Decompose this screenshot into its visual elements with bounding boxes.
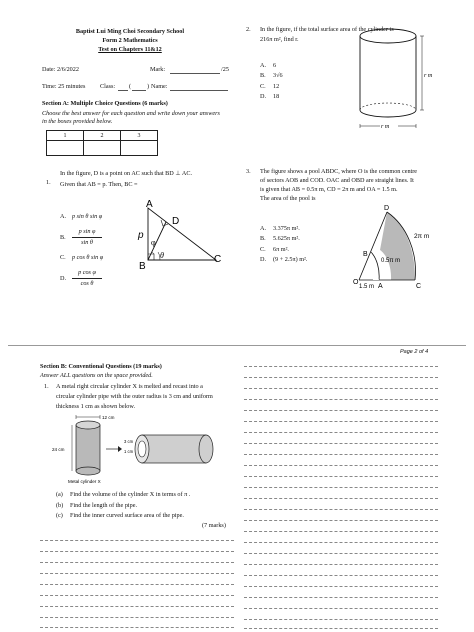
marks-text: (7 marks) bbox=[202, 522, 226, 529]
section-a-instruction-1: Choose the best answer for each question and write down your answers bbox=[42, 110, 220, 117]
q2-option-c-letter: C. bbox=[260, 83, 266, 90]
q1-option-b-den: sin θ bbox=[81, 239, 93, 246]
q1-number: 1. bbox=[46, 179, 51, 186]
page-number: Page 2 of 4 bbox=[400, 349, 429, 355]
form-title: Form 2 Mathematics bbox=[102, 37, 158, 44]
q3-label-a: A bbox=[378, 283, 383, 290]
q2-cylinder-figure bbox=[350, 22, 442, 134]
q3-option-a: 3.375π m². bbox=[273, 225, 300, 232]
page-divider bbox=[8, 345, 466, 346]
q1-option-d-den: cos θ bbox=[80, 280, 94, 287]
section-b-figure bbox=[50, 413, 222, 489]
q2-option-d-letter: D. bbox=[260, 93, 267, 100]
q3-option-d-letter: D. bbox=[260, 256, 267, 263]
q3-label-c: C bbox=[416, 283, 422, 290]
q2-option-b: 3√6 bbox=[273, 72, 283, 79]
section-b-q1-text-3: thickness 1 cm as shown below. bbox=[56, 403, 135, 410]
name-blank[interactable] bbox=[170, 90, 228, 91]
mark-label: Mark: bbox=[150, 66, 166, 73]
q2-option-b-letter: B. bbox=[260, 72, 266, 79]
q2-option-c: 12 bbox=[273, 83, 280, 90]
section-b-instruction: Answer ALL questions on the space provided. bbox=[40, 372, 153, 379]
answer-header-2: 2 bbox=[84, 131, 121, 141]
q1-label-d: D bbox=[172, 216, 180, 227]
section-b-label-1: 1 cm bbox=[124, 449, 134, 454]
q3-pool-figure bbox=[335, 200, 440, 290]
q3-label-d: D bbox=[384, 205, 390, 212]
q3-option-d: (9 + 2.5π) m². bbox=[273, 256, 308, 263]
q1-label-p: p bbox=[138, 230, 144, 241]
section-b-title: Section B: Conventional Questions (19 marks) bbox=[40, 363, 162, 370]
section-b-q1-text-1: A metal right circular cylinder X is melted and recast into a bbox=[56, 383, 203, 390]
q3-label-arc-cd: 2π m bbox=[414, 233, 430, 240]
q3-option-b-letter: B. bbox=[260, 235, 266, 242]
q3-label-arc-ab: 0.5π m bbox=[381, 258, 401, 264]
q1-option-a-letter: A. bbox=[60, 213, 67, 220]
part-c-text: Find the inner curved surface area of the pipe. bbox=[70, 512, 184, 519]
q3-text-2: of sectors AOB and COD. OAC and OBD are straight lines. It bbox=[260, 177, 414, 184]
q3-option-c: 6π m². bbox=[273, 246, 289, 253]
q2-option-a-letter: A. bbox=[260, 62, 267, 69]
q1-text-1: In the figure, D is a point on AC such that BD ⊥ AC. bbox=[60, 170, 193, 177]
q2-label-height: r m bbox=[424, 73, 433, 79]
answer-box-2[interactable] bbox=[84, 141, 121, 156]
q2-option-a: 6 bbox=[273, 62, 277, 69]
answer-box-1[interactable] bbox=[47, 141, 84, 156]
part-b-letter: (b) bbox=[56, 502, 64, 509]
q3-number: 3. bbox=[246, 168, 251, 175]
answer-box-3[interactable] bbox=[121, 141, 158, 156]
q3-label-b: B bbox=[363, 251, 368, 258]
test-title: Test on Chapters 11&12 bbox=[98, 46, 162, 53]
q1-label-a: A bbox=[146, 199, 153, 210]
answer-table bbox=[46, 130, 158, 156]
q3-label-o: O bbox=[353, 279, 359, 286]
q2-label-base: r m bbox=[381, 124, 390, 130]
mark-blank[interactable] bbox=[170, 73, 220, 74]
mark-total: /25 bbox=[221, 66, 229, 73]
q1-option-b-num: p sin φ bbox=[78, 228, 96, 235]
q1-label-b: B bbox=[139, 261, 146, 270]
q1-label-theta: θ bbox=[160, 251, 164, 260]
q3-text-4: The area of the pool is bbox=[260, 195, 316, 202]
class-blank[interactable] bbox=[118, 90, 128, 91]
answer-header-3: 3 bbox=[121, 131, 158, 141]
q1-option-c: p cos θ sin φ bbox=[72, 254, 104, 261]
class-number-blank[interactable] bbox=[132, 90, 146, 91]
q1-option-d-letter: D. bbox=[60, 275, 67, 282]
q1-option-c-letter: C. bbox=[60, 254, 66, 261]
q3-option-a-letter: A. bbox=[260, 225, 267, 232]
q2-number: 2. bbox=[246, 26, 251, 33]
part-a-letter: (a) bbox=[56, 491, 63, 498]
q1-text-2: Given that AB = p. Then, BC = bbox=[60, 181, 138, 188]
name-label: Name: bbox=[151, 83, 168, 90]
q3-option-c-letter: C. bbox=[260, 246, 266, 253]
class-label: Class: bbox=[100, 83, 116, 90]
date-text: Date: 2/6/2022 bbox=[42, 66, 79, 73]
q3-text-1: The figure shows a pool ABDC, where O is the common centre bbox=[260, 168, 418, 175]
q1-label-phi: φ bbox=[151, 238, 156, 247]
section-b-label-3: 3 cm bbox=[124, 439, 134, 444]
part-b-text: Find the length of the pipe. bbox=[70, 502, 138, 509]
q3-label-oa: 1.5 m bbox=[359, 284, 375, 290]
q2-option-d: 18 bbox=[273, 93, 280, 100]
section-b-caption: Metal cylinder X bbox=[68, 479, 101, 484]
section-a-instruction-2: in the boxes provided below. bbox=[42, 118, 113, 125]
section-b-label-12: 12 cm bbox=[102, 415, 115, 420]
school-name: Baptist Lui Ming Choi Secondary School bbox=[75, 28, 185, 35]
q3-option-b: 5.625π m². bbox=[273, 235, 300, 242]
q2-text-2: 216π m², find r. bbox=[260, 36, 299, 43]
section-b-q1-number: 1. bbox=[44, 383, 49, 390]
section-b-q1-text-2: circular cylinder pipe with the outer radius is 3 cm and uniform bbox=[56, 393, 213, 400]
q3-text-3: is given that AB = 0.5π m, CD = 2π m and OA = 1.5 m. bbox=[260, 186, 398, 193]
q1-option-b-letter: B. bbox=[60, 234, 66, 241]
q2-text-1: In the figure, if the total surface area of the cylinder is bbox=[260, 26, 394, 33]
part-a-text: Find the volume of the cylinder X in terms of π . bbox=[70, 491, 191, 498]
q1-label-c: C bbox=[214, 254, 222, 265]
answer-header-1: 1 bbox=[47, 131, 84, 141]
q1-option-d-num: p cos φ bbox=[78, 269, 96, 276]
q1-option-a: p sin θ sin φ bbox=[72, 213, 103, 220]
time-text: Time: 25 minutes bbox=[42, 83, 86, 90]
q1-triangle-figure bbox=[130, 198, 230, 270]
part-c-letter: (c) bbox=[56, 512, 63, 519]
section-a-title: Section A: Multiple Choice Questions (6 marks) bbox=[42, 100, 168, 107]
section-b-label-24: 24 cm bbox=[52, 447, 65, 452]
